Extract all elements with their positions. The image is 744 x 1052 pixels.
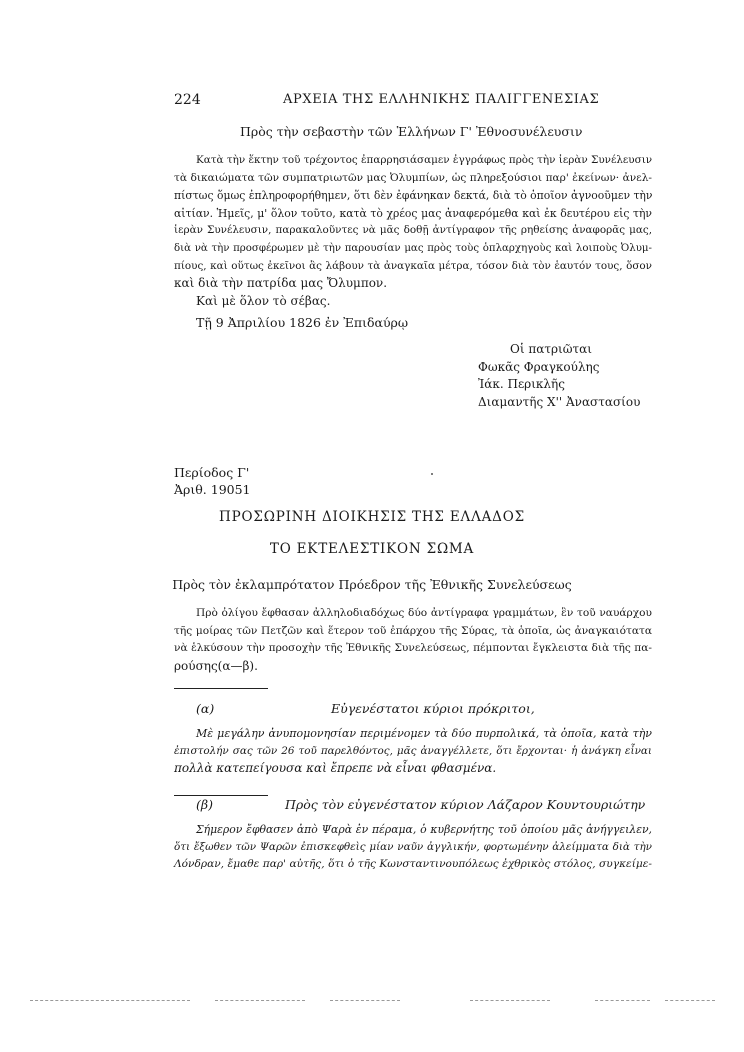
signature: Ἰάκ. Περικλῆς <box>478 377 565 391</box>
signature: Φωκᾶς Φραγκούλης <box>478 360 600 374</box>
letter1-body <box>174 152 652 310</box>
scan-artifact <box>215 1000 305 1002</box>
scan-artifact <box>470 1000 550 1002</box>
scan-artifact <box>30 1000 190 1002</box>
note-a-body <box>174 725 652 778</box>
note-b-heading: Πρὸς τὸν εὐγενέστατον κύριον Λάζαρον Κουντουριώτην <box>285 797 646 812</box>
letter1-closing: Καὶ μὲ ὅλον τὸ σέβας. <box>196 293 331 308</box>
note-a-heading: Εὐγενέστατοι κύριοι πρόκριτοι, <box>331 701 535 716</box>
letter1-address: Πρὸς τὴν σεβαστὴν τῶν Ἑλλήνων Γ' Ἐθνοσυνέλευσιν <box>240 124 583 139</box>
period-label: Περίοδος Γ' <box>174 465 250 480</box>
scan-artifact <box>330 1000 400 1002</box>
document-subtitle: ΤΟ ΕΚΤΕΛΕΣΤΙΚΟΝ ΣΩΜΑ <box>269 541 475 557</box>
note-b-line: Λόνδραν, ἔμαθε παρ' αὐτῆς, ὅτι ὁ τῆς Κωνσταντινουπόλεως ἐχθρικὸς στόλος, συγκείμε- <box>174 858 652 871</box>
letter1-date: Τῇ 9 Ἀπριλίου 1826 ἐν Ἐπιδαύρῳ <box>196 315 409 330</box>
scan-speck <box>431 473 433 475</box>
document2-line: Πρὸ ὀλίγου ἔφθασαν ἀλληλοδιαδόχως δύο ἀντίγραφα γραμμάτων, ἓν τοῦ ναυάρχου <box>196 607 652 619</box>
scan-artifact <box>595 1000 650 1002</box>
note-a-line: πολλὰ κατεπείγουσα καὶ ἔπρεπε νὰ εἶναι φθασμένα. <box>174 761 497 776</box>
signature: Διαμαντῆς Χ'' Ἀναστασίου <box>478 395 641 409</box>
document-number: Ἀριθ. 19051 <box>174 482 251 497</box>
signatories-heading: Οἱ πατριῶται <box>510 342 592 356</box>
letter1-line: Κατὰ τὴν ἕκτην τοῦ τρέχοντος ἐπαρρησιάσαμεν ἐγγράφως πρὸς τὴν ἱερὰν Συνέλευσιν <box>196 154 653 166</box>
letter1-line: καὶ διὰ τὴν πατρίδα μας Ὄλυμπον. <box>174 276 388 291</box>
document2-address: Πρὸς τὸν ἐκλαμπρότατον Πρόεδρον τῆς Ἐθνικῆς Συνελεύσεως <box>172 577 572 592</box>
running-title: ΑΡΧΕΙΑ ΤΗΣ ΕΛΛΗΝΙΚΗΣ ΠΑΛΙΓΓΕΝΕΣΙΑΣ <box>283 92 600 107</box>
letter1-line: ἱερὰν Συνέλευσιν, παρακαλοῦντες νὰ μᾶς δοθῇ ἀντίγραφον τῆς ρηθείσης ἀναφορᾶς μας, <box>174 224 652 237</box>
letter1-line: αἰτίαν. Ἡμεῖς, μ' ὅλον τοῦτο, κατὰ τὸ χρέος μας ἀναφερόμεθα καὶ ἐκ δευτέρου εἰς τὴν <box>174 206 652 220</box>
document2-body <box>174 605 652 675</box>
document2-line: νὰ ἑλκύσουν τὴν προσοχὴν τῆς Ἐθνικῆς Συνελεύσεως, πέμπονται ἔγκλειστα διὰ τῆς πα- <box>174 642 652 655</box>
note-a-line: ἐπιστολήν σας τῶν 26 τοῦ παρελθόντος, μᾶς ἀναγγέλλετε, ὅτι ἔρχονται· ἡ ἀνάγκη εἶναι <box>174 744 652 757</box>
note-b-label: (β) <box>196 797 213 812</box>
note-b-line: ὅτι ἔξωθεν τῶν Ψαρῶν ἐπισκεφθεὶς μίαν ναῦν ἀγγλικήν, φορτωμένην ἀλείμματα διὰ τὴν <box>174 840 652 853</box>
footnote-divider <box>174 688 268 689</box>
note-b-body <box>174 821 652 874</box>
page-number: 224 <box>174 92 201 108</box>
note-b-line: Σήμερον ἔφθασεν ἀπὸ Ψαρὰ ἐν πέραμα, ὁ κυβερνήτης τοῦ ὁποίου μᾶς ἀνήγγειλεν, <box>196 823 652 836</box>
letter1-line: τὰ δικαιώματα τῶν συμπατριωτῶν μας Ὀλυμπίων, ὡς πληρεξούσιοι παρ' ἐκείνων· ἀνελ- <box>174 171 652 184</box>
document-title: ΠΡΟΣΩΡΙΝΗ ΔΙΟΙΚΗΣΙΣ ΤΗΣ ΕΛΛΑΔΟΣ <box>219 509 525 525</box>
letter1-line: διὰ νὰ τὴν προσφέρωμεν μὲ τὴν παρουσίαν μας πρὸς τοὺς ὁπλαρχηγοὺς καὶ λοιποὺς Ὀλυμ- <box>174 242 652 254</box>
document2-line: τῆς μοίρας τῶν Πετζῶν καὶ ἕτερον τοῦ ἐπάρχου τῆς Σύρας, τὰ ὁποῖα, ὡς ἀναγκαιότατα <box>174 624 652 637</box>
document2-line: ρούσης(α—β). <box>174 658 258 673</box>
letter1-line: πίστως ὅμως ἐπληροφορήθημεν, ὅτι δὲν ἐφάνηκαν δεκτά, διὰ τὸ ὁποῖον ἀγνοοῦμεν τὴν <box>174 189 653 203</box>
footnote-divider <box>174 795 268 796</box>
note-a-line: Μὲ μεγάλην ἀνυπομονησίαν περιμένομεν τὰ δύο πυρπολικά, τὰ ὁποῖα, κατὰ τὴν <box>196 727 652 740</box>
note-a-label: (α) <box>196 701 215 716</box>
scan-artifact <box>665 1000 715 1002</box>
letter1-line: πίους, καὶ οὕτως ἐκεῖνοι ἂς λάβουν τὰ ἀναγκαῖα μέτρα, τόσον διὰ τὸν ἑαυτόν τους, ὅσον <box>174 259 652 272</box>
